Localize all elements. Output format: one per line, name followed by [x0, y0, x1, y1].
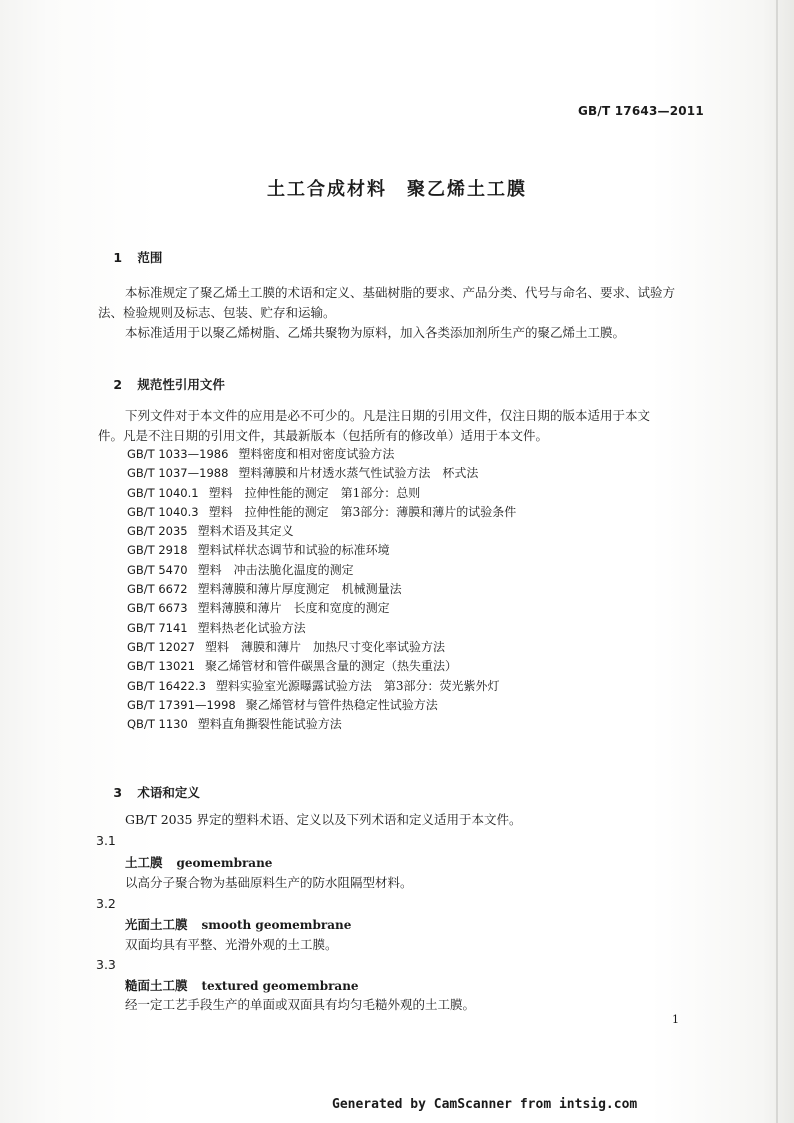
reference-item [127, 561, 516, 580]
section-1-heading [96, 233, 162, 281]
term-entry [125, 853, 272, 871]
reference-code: GB/T 6672 [127, 582, 188, 597]
term-definition: 双面均具有平整、光滑外观的土工膜。 [125, 937, 338, 952]
reference-item [127, 677, 516, 696]
reference-code: GB/T 6673 [127, 601, 188, 616]
section-title: 规范性引用文件 [137, 377, 225, 392]
reference-title: 塑料 拉伸性能的测定 第3部分：薄膜和薄片的试验条件 [208, 504, 517, 519]
reference-title: 塑料 薄膜和薄片 加热尺寸变化率试验方法 [204, 639, 445, 654]
reference-item [127, 484, 516, 503]
term-definition: 以高分子聚合物为基础原料生产的防水阻隔型材料。 [125, 875, 413, 890]
reference-item [127, 696, 516, 715]
term-definition: 经一定工艺手段生产的单面或双面具有均匀毛糙外观的土工膜。 [125, 997, 476, 1012]
term-chinese: 糙面土工膜 [125, 978, 188, 993]
document-title: 土工合成材料 聚乙烯土工膜 [267, 179, 527, 200]
reference-title: 塑料薄膜和薄片 长度和宽度的测定 [197, 601, 390, 616]
standard-number: GB/T 17643—2011 [578, 104, 704, 118]
reference-code: GB/T 2035 [127, 524, 188, 539]
reference-item [127, 657, 516, 676]
section-3-heading [96, 768, 200, 816]
reference-item [127, 580, 516, 599]
reference-code: GB/T 13021 [127, 659, 195, 674]
term-chinese: 土工膜 [125, 855, 163, 870]
paragraph-line: 下列文件对于本文件的应用是必不可少的。凡是注日期的引用文件，仅注日期的版本适用于本文 [125, 408, 651, 423]
section-intro: GB/T 2035 界定的塑料术语、定义以及下列术语和定义适用于本文件。 [125, 812, 522, 827]
reference-item [127, 503, 516, 522]
reference-title: 塑料术语及其定义 [197, 524, 294, 539]
section-number: 3 [113, 785, 123, 800]
reference-item [127, 638, 516, 657]
paragraph-line: 法、检验规则及标志、包装、贮存和运输。 [98, 305, 336, 320]
reference-code: GB/T 7141 [127, 620, 188, 635]
reference-item [127, 464, 516, 483]
subsection-number: 3.2 [96, 896, 116, 911]
reference-title: 塑料 冲击法脆化温度的测定 [197, 562, 354, 577]
reference-title: 塑料直角撕裂性能试验方法 [197, 717, 342, 732]
term-entry [125, 915, 351, 933]
reference-code: GB/T 16422.3 [127, 678, 206, 693]
reference-code: GB/T 1040.3 [127, 504, 199, 519]
reference-item [127, 619, 516, 638]
term-chinese: 光面土工膜 [125, 917, 188, 932]
reference-item [127, 541, 516, 560]
reference-item [127, 522, 516, 541]
reference-item [127, 599, 516, 618]
reference-code: GB/T 17391—1998 [127, 697, 236, 712]
reference-item [127, 445, 516, 464]
paragraph-line: 本标准适用于以聚乙烯树脂、乙烯共聚物为原料，加入各类添加剂所生产的聚乙烯土工膜。 [125, 325, 626, 340]
reference-code: GB/T 1037—1988 [127, 466, 229, 481]
reference-title: 塑料薄膜和片材透水蒸气性试验方法 杯式法 [238, 466, 479, 481]
reference-title: 塑料实验室光源曝露试验方法 第3部分：荧光紫外灯 [215, 678, 500, 693]
scanner-watermark: Generated by CamScanner from intsig.com [332, 1097, 638, 1112]
page-number: 1 [672, 1013, 679, 1026]
reference-code: GB/T 1040.1 [127, 485, 199, 500]
reference-title: 塑料热老化试验方法 [197, 620, 306, 635]
reference-title: 聚乙烯管材和管件碳黑含量的测定（热失重法） [204, 659, 457, 674]
section-2-heading [96, 360, 225, 408]
page-edge-shadow [776, 0, 778, 1123]
section-number: 1 [113, 250, 123, 265]
reference-code: QB/T 1130 [127, 717, 188, 732]
reference-title: 塑料薄膜和薄片厚度测定 机械测量法 [197, 582, 402, 597]
term-english: smooth geomembrane [201, 918, 352, 932]
reference-code: GB/T 2918 [127, 543, 188, 558]
term-english: textured geomembrane [201, 979, 359, 993]
section-number: 2 [113, 377, 123, 392]
term-entry [125, 976, 359, 994]
reference-code: GB/T 5470 [127, 562, 188, 577]
reference-title: 聚乙烯管材与管件热稳定性试验方法 [245, 697, 438, 712]
paragraph-line: 本标准规定了聚乙烯土工膜的术语和定义、基础树脂的要求、产品分类、代号与命名、要求、试验方 [125, 285, 676, 300]
reference-title: 塑料 拉伸性能的测定 第1部分：总则 [208, 485, 421, 500]
reference-title: 塑料密度和相对密度试验方法 [238, 447, 395, 461]
subsection-number: 3.3 [96, 957, 116, 972]
subsection-number: 3.1 [96, 833, 116, 848]
normative-references-list [127, 445, 516, 734]
reference-code: GB/T 1033—1986 [127, 447, 229, 461]
term-english: geomembrane [176, 856, 273, 870]
reference-code: GB/T 12027 [127, 639, 195, 654]
reference-item [127, 715, 516, 734]
section-title: 范围 [137, 250, 163, 265]
paragraph-line: 件。凡是不注日期的引用文件，其最新版本（包括所有的修改单）适用于本文件。 [98, 428, 549, 443]
section-title: 术语和定义 [137, 785, 200, 800]
reference-title: 塑料试样状态调节和试验的标准环境 [197, 543, 390, 558]
